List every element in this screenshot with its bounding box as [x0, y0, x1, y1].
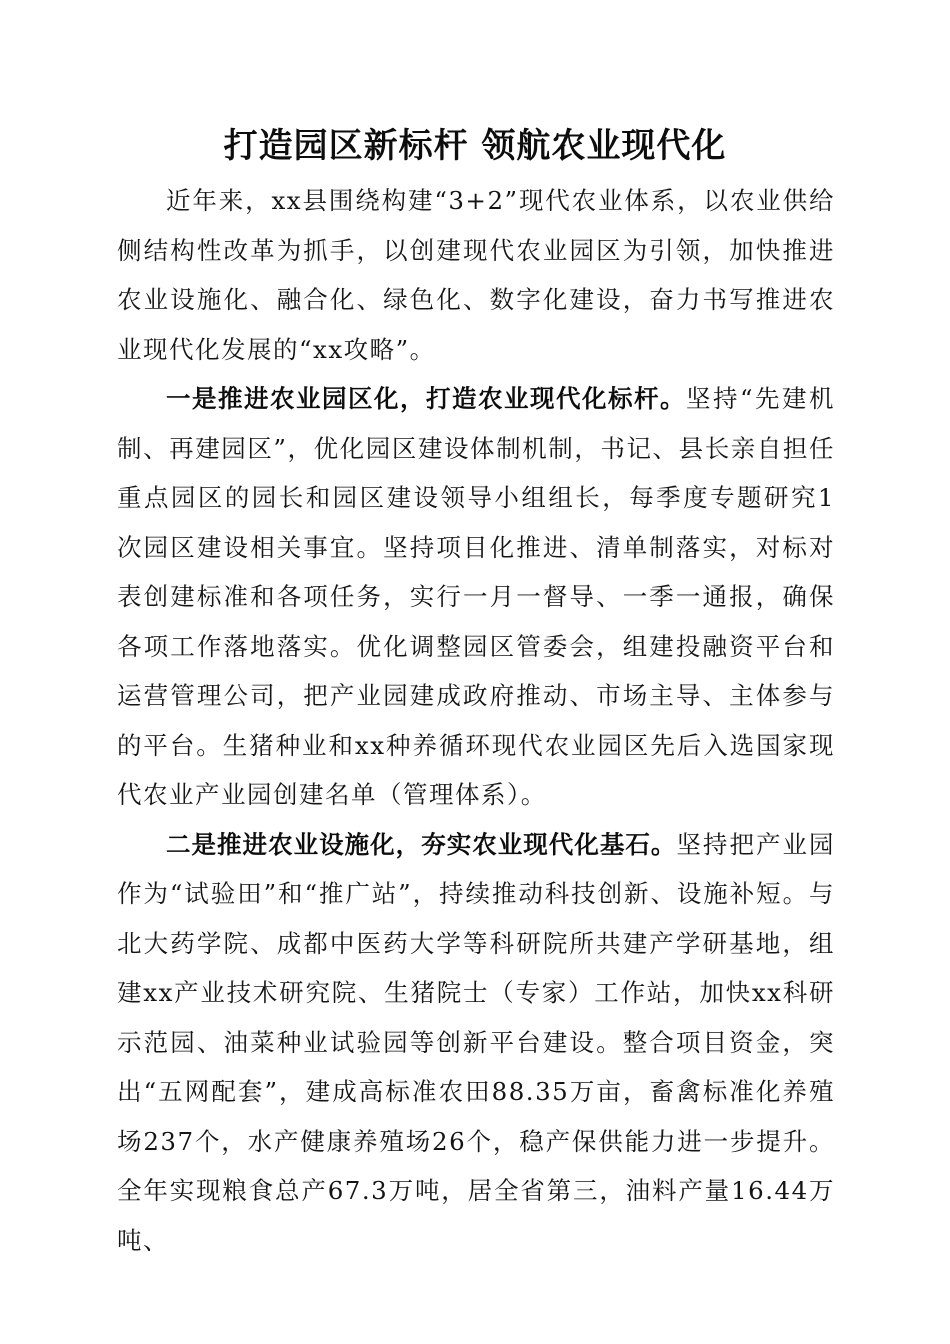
document-body — [117, 176, 835, 1265]
paragraph-lead: 一是推进农业园区化，打造农业现代化标杆。 — [166, 384, 686, 413]
paragraph-text: 坚持“先建机制、再建园区”，优化园区建设体制机制，书记、县长亲自担任重点园区的园长和园区建设领导小组组长，每季度专题研究1次园区建设相关事宜。坚持项目化推进、清单制落实，对标对表创建标准和各项任务，实行一月一督导、一季一通报，确保各项工作落地落实。优化调整园区管委会，组建投融资平台和运营管理公司，把产业园建成政府推动、市场主导、主体参与的平台。生猪种业和xx种养循环现代农业园区先后入选国家现代农业产业园创建名单（管理体系）。 — [117, 384, 836, 809]
paragraph-text: 坚持把产业园作为“试验田”和“推广站”，持续推动科技创新、设施补短。与北大药学院、成都中医药大学等科研院所共建产学研基地，组建xx产业技术研究院、生猪院士（专家）工作站，加快xx科研示范园、油菜种业试验园等创新平台建设。整合项目资金，突出“五网配套”，建成高标准农田88.35万亩，畜禽标准化养殖场237个，水产健康养殖场26个，稳产保供能力进一步提升。全年实现粮食总产67.3万吨，居全省第三，油料产量16.44万吨、 — [117, 829, 836, 1255]
section-paragraph-1 — [117, 374, 835, 820]
document-title: 打造园区新标杆 领航农业现代化 — [223, 126, 727, 166]
section-paragraph-2 — [117, 820, 835, 1266]
intro-paragraph — [117, 176, 835, 374]
paragraph-text: 近年来，xx县围绕构建“3+2”现代农业体系，以农业供给侧结构性改革为抓手，以创建现代农业园区为引领，加快推进农业设施化、融合化、绿色化、数字化建设，奋力书写推进农业现代化发展的“xx攻略”。 — [117, 186, 835, 364]
paragraph-lead: 二是推进农业设施化，夯实农业现代化基石。 — [166, 829, 677, 859]
